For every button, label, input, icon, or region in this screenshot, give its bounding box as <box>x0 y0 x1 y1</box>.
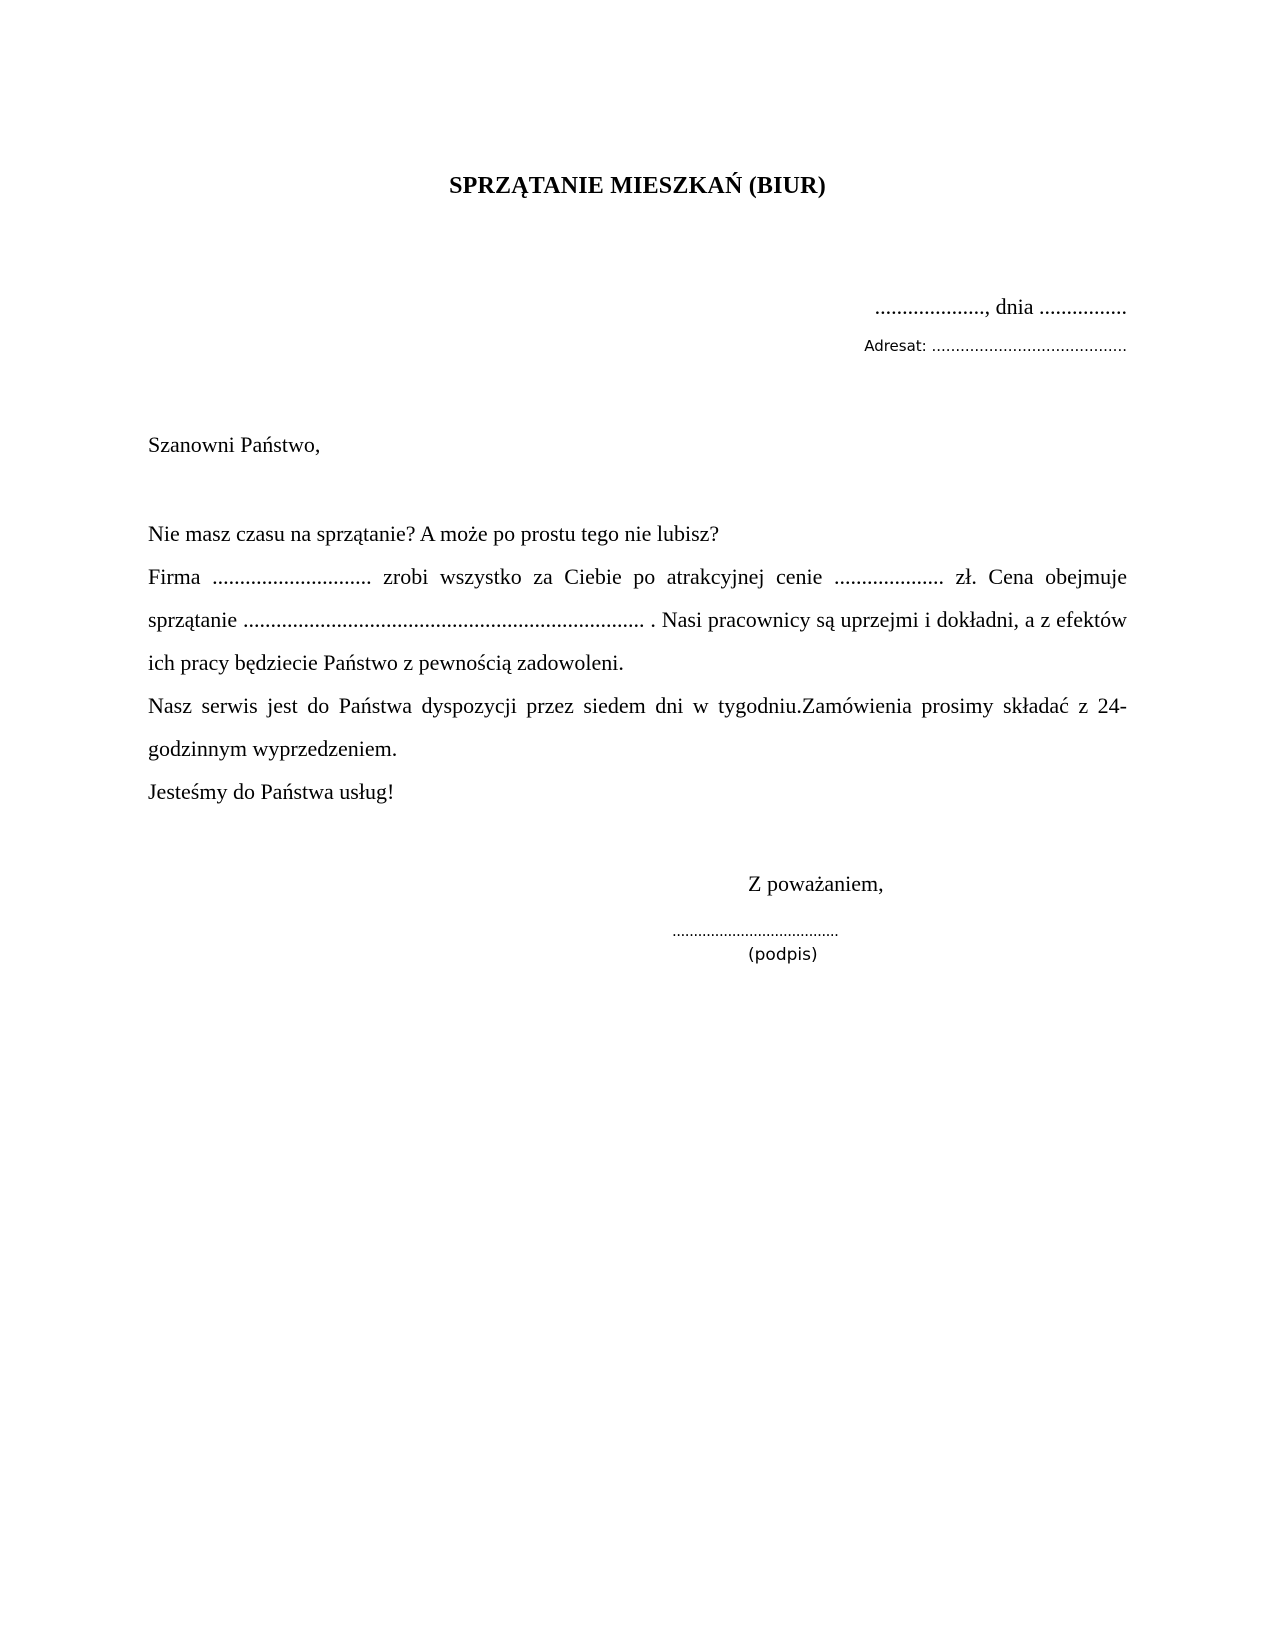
greeting: Szanowni Państwo, <box>148 432 321 457</box>
place-date-line: ...................., dnia ................ <box>874 294 1127 319</box>
document-title: SPRZĄTANIE MIESZKAŃ (BIUR) <box>449 173 826 199</box>
letter-body <box>148 512 1127 813</box>
addressee-line: Adresat: ......................................... <box>864 337 1127 355</box>
closing-salutation: Z poważaniem, <box>748 871 884 896</box>
body-paragraph: Firma ............................. zrobi wszystko za Ciebie po atrakcyjnej cenie .................... zł. Cena obejmuje sprzątanie ......................................................................... . Nasi pracownicy są uprzejmi i dokładni, a z efektów ich pracy będziecie Państwo z pewnością zadowoleni. <box>148 564 1127 675</box>
body-paragraph: Nie masz czasu na sprzątanie? A może po prostu tego nie lubisz? <box>148 521 720 546</box>
body-paragraph: Nasz serwis jest do Państwa dyspozycji przez siedem dni w tygodniu.Zamówienia prosimy składać z 24-godzinnym wyprzedzeniem. <box>148 693 1127 761</box>
signature-label: (podpis) <box>748 945 818 965</box>
signature-line: ....................................... <box>672 922 839 940</box>
body-paragraph: Jesteśmy do Państwa usług! <box>148 779 395 804</box>
